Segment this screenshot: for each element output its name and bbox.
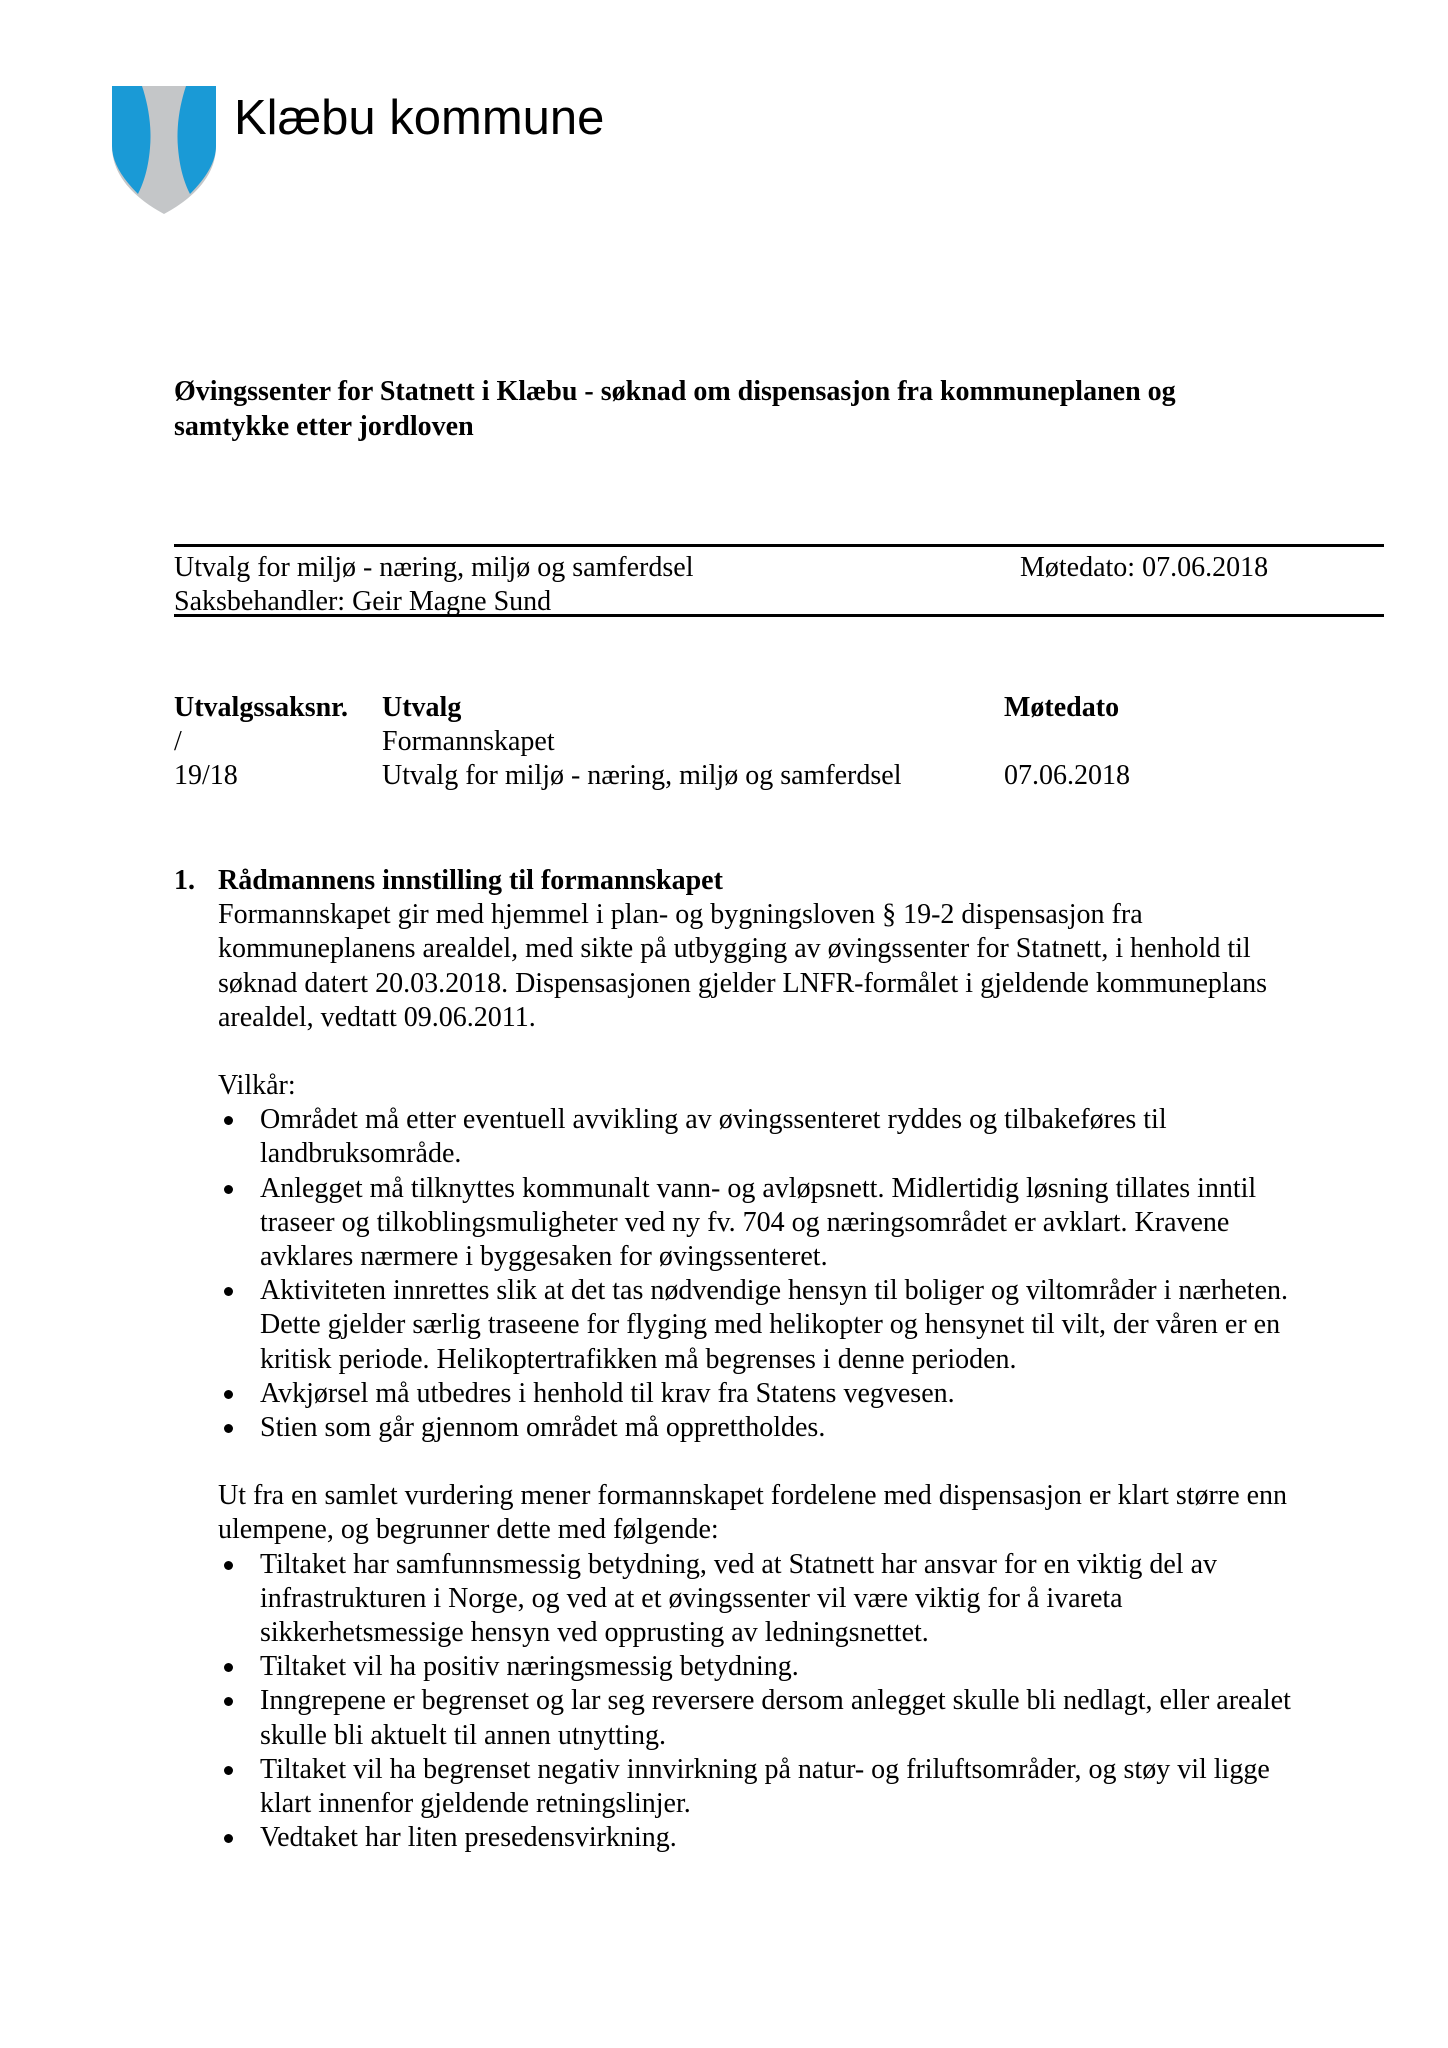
coat-of-arms-shield-icon [112, 86, 216, 214]
recommendation-section [174, 864, 1314, 1855]
intro-paragraph: Formannskapet gir med hjemmel i plan- og bygningsloven § 19-2 dispensasjon fra kommuneplanens arealdel, med sikte på utbygging av øvingssenter for Statnett, i henhold til søknad datert 20.03.2018. Dispensasjonen gjelder LNFR-formålet i gjeldende kommuneplans arealdel, vedtatt 09.06.2011. [218, 899, 1268, 1033]
committee-name: Utvalg for miljø - næring, miljø og samferdsel [174, 552, 694, 583]
case-number: 19/18 [174, 760, 238, 791]
assessment-paragraph: Ut fra en samlet vurdering mener formannskapet fordelene med dispensasjon er klart større enn ulempene, og begrunner dette med følgende: [218, 1480, 1288, 1546]
list-item: Tiltaket vil ha begrenset negativ innvirkning på natur- og friluftsområder, og støy vil ligge klart innenfor gjeldende retningslinjer. [218, 1753, 1314, 1821]
section-heading [174, 864, 1314, 898]
meta-top-rule [174, 544, 1384, 547]
committee: Formannskapet [382, 726, 555, 757]
case-number: / [174, 726, 182, 757]
meta-bottom-rule [174, 614, 1384, 617]
header-case-number: Utvalgssaksnr. [174, 692, 349, 723]
list-item: Inngrepene er begrenset og lar seg reversere dersom anlegget skulle bli nedlagt, eller arealet skulle bli aktuelt til annen utnytting. [218, 1684, 1314, 1752]
section-heading-text: Rådmannens innstilling til formannskapet [218, 865, 723, 896]
list-item: Anlegget må tilknyttes kommunalt vann- og avløpsnett. Midlertidig løsning tillates inntil traseer og tilkoblingsmuligheter ved ny fv. 704 og næringsområdet er avklart. Kravene avklares nærmere i byggesaken for øvingssenteret. [218, 1172, 1314, 1275]
list-item: Aktiviteten innrettes slik at det tas nødvendige hensyn til boliger og viltområder i nærheten. Dette gjelder særlig traseene for flyging med helikopter og hensynet til vilt, der våren er en kritisk periode. Helikoptertrafikken må begrenses i denne perioden. [218, 1274, 1314, 1377]
case-table [174, 691, 1274, 793]
meeting-date: 07.06.2018 [1004, 760, 1130, 791]
list-item: Avkjørsel må utbedres i henhold til krav fra Statens vegvesen. [218, 1377, 1314, 1411]
reasons-list [218, 1548, 1314, 1856]
section-number: 1. [174, 865, 195, 896]
list-item: Tiltaket har samfunnsmessig betydning, ved at Statnett har ansvar for en viktig del av infrastrukturen i Norge, og ved at et øvingssenter vil være viktig for å ivareta sikkerhetsmessige hensyn ved opprusting av ledningsnettet. [218, 1548, 1314, 1651]
list-item: Vedtaket har liten presedensvirkning. [218, 1821, 1314, 1855]
header-committee: Utvalg [382, 692, 462, 723]
document-title: Øvingssenter for Statnett i Klæbu - søknad om dispensasjon fra kommuneplanen og samtykke etter jordloven [174, 376, 1176, 442]
conditions-label: Vilkår: [218, 1070, 296, 1102]
table-row [174, 725, 1274, 759]
meta-row-committee [174, 551, 1384, 585]
conditions-list [218, 1103, 1314, 1445]
case-table-header [174, 691, 1274, 725]
table-row [174, 759, 1274, 793]
section-body [174, 898, 1314, 1855]
case-officer: Saksbehandler: Geir Magne Sund [174, 586, 552, 617]
meeting-date: Møtedato: 07.06.2018 [1020, 552, 1269, 583]
list-item: Området må etter eventuell avvikling av øvingssenteret ryddes og tilbakeføres til landbruksområde. [218, 1103, 1314, 1171]
organization-name: Klæbu kommune [234, 91, 605, 145]
header-meeting-date: Møtedato [1004, 692, 1120, 723]
committee: Utvalg for miljø - næring, miljø og samferdsel [382, 760, 902, 791]
list-item: Stien som går gjennom området må opprettholdes. [218, 1411, 1314, 1445]
list-item: Tiltaket vil ha positiv næringsmessig betydning. [218, 1650, 1314, 1684]
